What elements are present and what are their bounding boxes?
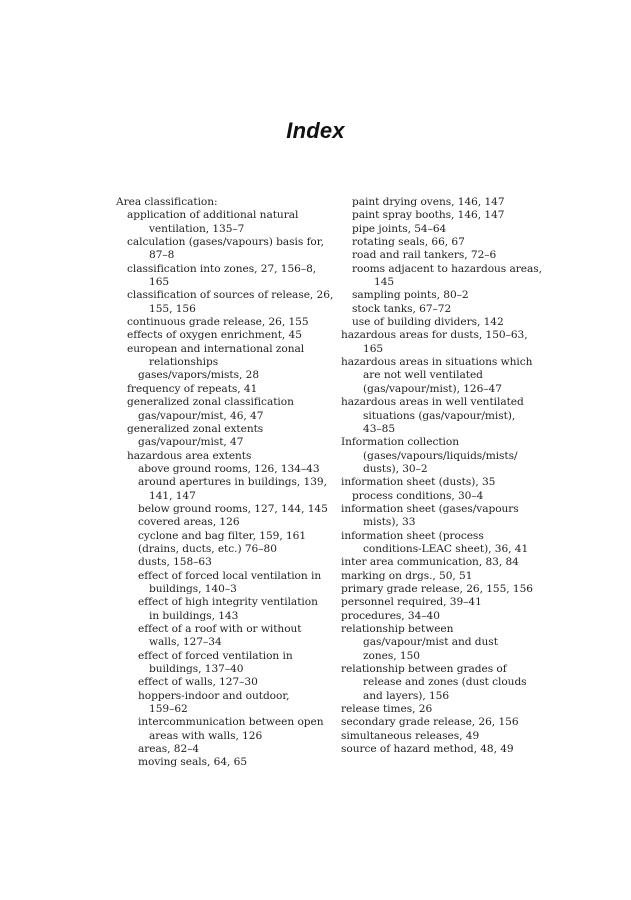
index-entry: hazardous areas for dusts, 150–63, <box>341 329 528 342</box>
index-entry: 87–8 <box>149 249 175 262</box>
index-entry: dusts), 30–2 <box>363 462 428 475</box>
index-entry: information sheet (process <box>341 529 484 542</box>
index-entry: generalized zonal classification <box>127 396 294 409</box>
index-entry: road and rail tankers, 72–6 <box>352 249 497 262</box>
index-entry: moving seals, 64, 65 <box>138 756 248 769</box>
index-entry: covered areas, 126 <box>138 516 240 529</box>
index-entry: (gas/vapour/mist), 126–47 <box>363 382 502 395</box>
index-entry: pipe joints, 54–64 <box>352 222 447 235</box>
index-entry: effect of walls, 127–30 <box>138 676 258 689</box>
index-entry: classification into zones, 27, 156–8, <box>127 262 317 275</box>
index-entry: 165 <box>363 342 384 355</box>
index-entry: rooms adjacent to hazardous areas, <box>352 262 542 275</box>
index-entry: dusts, 158–63 <box>138 556 212 569</box>
index-entry: primary grade release, 26, 155, 156 <box>341 582 533 595</box>
index-entry: situations (gas/vapour/mist), <box>363 409 516 422</box>
index-entry: 155, 156 <box>149 302 196 315</box>
index-entry: walls, 127–34 <box>149 636 222 649</box>
index-entry: are not well ventilated <box>363 369 483 382</box>
index-entry: paint drying ovens, 146, 147 <box>352 196 505 208</box>
index-entry: effect of forced local ventilation in <box>138 569 322 582</box>
index-entry: Information collection <box>341 436 459 449</box>
index-entry: source of hazard method, 48, 49 <box>341 743 514 756</box>
index-entry: 145 <box>374 276 395 289</box>
index-entry: rotating seals, 66, 67 <box>352 236 465 249</box>
index-entry: around apertures in buildings, 139, <box>138 476 327 489</box>
page-title: Index <box>286 118 345 143</box>
index-entry: continuous grade release, 26, 155 <box>127 316 309 329</box>
index-entry: 165 <box>149 276 170 289</box>
index-entry: (drains, ducts, etc.) 76–80 <box>138 542 277 555</box>
index-entry: Area classification: <box>116 196 218 208</box>
index-entry: buildings, 137–40 <box>149 663 244 676</box>
index-entry: information sheet (gases/vapours <box>341 502 519 515</box>
index-entry: gas/vapour/mist and dust <box>363 636 498 649</box>
index-entry: conditions-LEAC sheet), 36, 41 <box>363 542 529 555</box>
index-entry: classification of sources of release, 26, <box>127 289 334 302</box>
index-entry: zones, 150 <box>363 649 420 662</box>
index-column-left <box>116 196 334 770</box>
index-entry: below ground rooms, 127, 144, 145 <box>138 502 328 515</box>
index-entry: application of additional natural <box>127 209 299 222</box>
index-entry: paint spray booths, 146, 147 <box>352 209 505 222</box>
index-entry: above ground rooms, 126, 134–43 <box>138 462 320 475</box>
index-entry: process conditions, 30–4 <box>352 489 484 502</box>
index-entry: ventilation, 135–7 <box>149 222 245 235</box>
index-entry: and layers), 156 <box>363 689 450 702</box>
index-entry: marking on drgs., 50, 51 <box>341 569 473 582</box>
index-entry: hazardous areas in situations which <box>341 356 533 369</box>
index-entry: relationship between grades of <box>341 663 507 676</box>
index-entry: gas/vapour/mist, 47 <box>138 436 244 449</box>
index-entry: gas/vapour/mist, 46, 47 <box>138 409 264 422</box>
index-entry: intercommunication between open <box>138 716 324 729</box>
index-entry: (gases/vapours/liquids/mists/ <box>363 449 518 462</box>
index-entry: effect of forced ventilation in <box>138 649 293 662</box>
index-entry: personnel required, 39–41 <box>341 596 482 609</box>
index-entry: hazardous areas in well ventilated <box>341 396 524 409</box>
index-entry: use of building dividers, 142 <box>352 316 504 329</box>
index-entry: relationship between <box>341 623 454 635</box>
index-entry: effect of high integrity ventilation <box>138 596 318 609</box>
index-entry: cyclone and bag filter, 159, 161 <box>138 529 307 542</box>
index-entry: 141, 147 <box>149 489 196 502</box>
index-entry: release times, 26 <box>341 703 433 716</box>
index-entry: hazardous area extents <box>127 449 252 462</box>
index-entry: european and international zonal <box>127 342 305 355</box>
index-entry: hoppers-indoor and outdoor, <box>138 689 290 702</box>
index-entry: information sheet (dusts), 35 <box>341 476 496 489</box>
index-entry: areas with walls, 126 <box>149 729 263 742</box>
index-entry: areas, 82–4 <box>138 743 200 756</box>
index-entry: sampling points, 80–2 <box>352 289 469 302</box>
index-column-right <box>341 196 546 756</box>
index-entry: release and zones (dust clouds <box>363 676 527 689</box>
index-entry: mists), 33 <box>363 516 416 529</box>
index-entry: effects of oxygen enrichment, 45 <box>127 329 302 342</box>
index-entry: in buildings, 143 <box>149 609 239 622</box>
index-entry: frequency of repeats, 41 <box>127 382 258 395</box>
index-entry: secondary grade release, 26, 156 <box>341 716 519 729</box>
index-entry: stock tanks, 67–72 <box>352 302 452 315</box>
index-entry: relationships <box>149 356 219 369</box>
index-entry: effect of a roof with or without <box>138 623 302 635</box>
index-entry: buildings, 140–3 <box>149 582 237 595</box>
index-entry: calculation (gases/vapours) basis for, <box>127 236 324 249</box>
index-entry: generalized zonal extents <box>127 422 264 435</box>
index-entry: simultaneous releases, 49 <box>341 729 480 742</box>
index-entry: gases/vapors/mists, 28 <box>138 369 260 382</box>
index-entry: procedures, 34–40 <box>341 609 440 622</box>
index-entry: 159–62 <box>149 703 188 716</box>
index-entry: inter area communication, 83, 84 <box>341 556 519 569</box>
index-entry: 43–85 <box>363 422 396 435</box>
